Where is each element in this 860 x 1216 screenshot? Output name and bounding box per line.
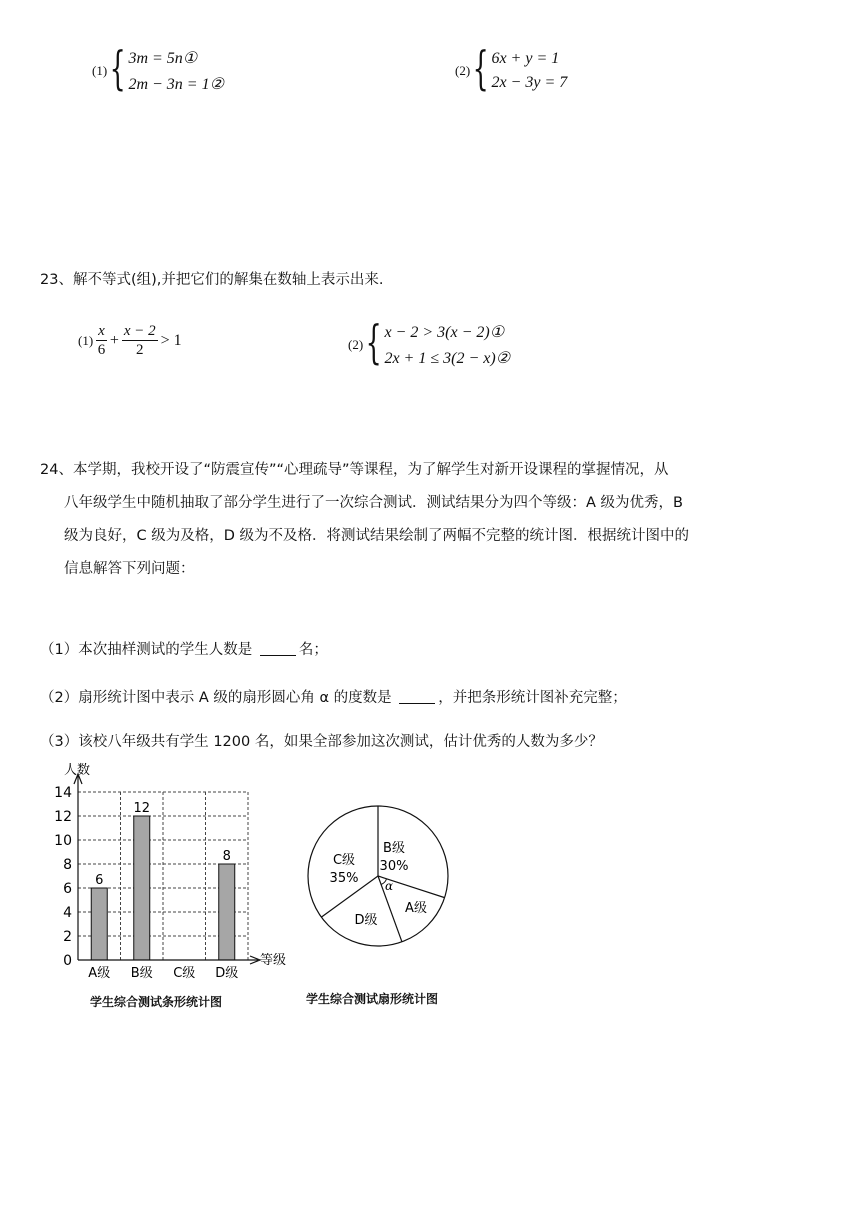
pie-slice-label: B级 xyxy=(383,841,405,856)
bar-chart xyxy=(40,762,340,987)
x-tick-label: B级 xyxy=(130,966,153,981)
inequality-rhs: > 1 xyxy=(160,331,182,349)
q22-part1-eq1: 3m = 5n① xyxy=(128,50,198,67)
q24-question-1 xyxy=(40,638,328,659)
q22-part2-index: (2) xyxy=(455,63,471,78)
pie-chart-title: 学生综合测试扇形统计图 xyxy=(306,992,439,1006)
q23-inequality-1 xyxy=(78,322,182,359)
q22-part2-eq1: 6x + y = 1 xyxy=(491,50,560,67)
pie-slice-label: A级 xyxy=(405,901,427,916)
question-text: （2）扇形统计图中表示 A 级的扇形圆心角 α 的度数是 xyxy=(40,690,397,706)
answer-blank[interactable] xyxy=(399,689,435,704)
pie-slices xyxy=(308,806,448,946)
q22-system-2 xyxy=(455,41,568,95)
x-tick-label: C级 xyxy=(173,966,196,981)
bar-chart-title: 学生综合测试条形统计图 xyxy=(90,995,223,1009)
q24-question-2 xyxy=(40,686,627,707)
bar-A级 xyxy=(91,888,107,960)
q24-intro-line-1: 24、本学期，我校开设了“防震宣传”“心理疏导”等课程，为了解学生对新开设课程的掌握情况，从 xyxy=(40,462,669,478)
question-text: ，并把条形统计图补充完整； xyxy=(438,690,627,706)
q23-prompt: 23、解不等式(组),并把它们的解集在数轴上表示出来. xyxy=(40,272,384,288)
y-tick-label: 12 xyxy=(54,809,72,825)
fraction-denominator: 2 xyxy=(136,342,144,358)
q24-intro-line-3: 级为良好，C 级为及格，D 级为不及格．将测试结果绘制了两幅不完整的统计图．根据统计图中的 xyxy=(64,528,690,544)
y-tick-label: 0 xyxy=(63,953,72,969)
bar-D级 xyxy=(219,864,235,960)
q22-part1-eq2: 2m − 3n = 1② xyxy=(128,76,224,93)
pie-slice-label: C级 xyxy=(332,853,356,868)
q22-system-1 xyxy=(92,41,224,95)
plus-sign: + xyxy=(109,331,119,349)
q23-fraction-1 xyxy=(96,322,107,359)
y-tick-label: 10 xyxy=(54,833,72,849)
question-text: 名； xyxy=(298,642,328,658)
brace-icon: { xyxy=(365,315,382,369)
q22-part1-index: (1) xyxy=(92,63,108,78)
q23-part2-eq1: x − 2 > 3(x − 2)① xyxy=(384,324,505,341)
alpha-label: α xyxy=(385,879,394,893)
q23-part2-index: (2) xyxy=(348,337,364,352)
q23-fraction-2 xyxy=(122,322,158,359)
bar-data-label: 6 xyxy=(95,873,104,888)
question-text: （1）本次抽样测试的学生人数是 xyxy=(40,642,257,658)
answer-blank[interactable] xyxy=(260,641,296,656)
q23-system-2 xyxy=(348,315,511,369)
pie-slice-value: 35% xyxy=(329,871,359,886)
x-tick-label: D级 xyxy=(215,966,239,981)
y-axis-label: 人数 xyxy=(64,763,91,778)
q24-intro-line-2: 八年级学生中随机抽取了部分学生进行了一次综合测试．测试结果分为四个等级：A 级为优秀，B xyxy=(64,495,683,511)
q23-part2-eq2: 2x + 1 ≤ 3(2 − x)② xyxy=(384,350,511,367)
brace-icon: { xyxy=(472,41,489,95)
pie-chart xyxy=(298,800,458,960)
y-tick-label: 2 xyxy=(63,929,72,945)
pie-slice-value: 30% xyxy=(379,859,409,874)
q22-part2-eq2: 2x − 3y = 7 xyxy=(491,74,568,91)
fraction-numerator: x − 2 xyxy=(123,323,156,339)
fraction-numerator: x xyxy=(98,323,105,339)
pie-slice-label: D级 xyxy=(354,913,378,928)
q24-question-3: （3）该校八年级共有学生 1200 名，如果全部参加这次测试，估计优秀的人数为多少？ xyxy=(40,734,603,750)
bar-data-label: 8 xyxy=(222,849,231,864)
x-tick-label: A级 xyxy=(88,966,111,981)
fraction-denominator: 6 xyxy=(97,342,106,358)
bar-data-label: 12 xyxy=(133,801,151,816)
q24-intro xyxy=(40,454,820,586)
bar-B级 xyxy=(134,816,150,960)
q24-intro-line-4: 信息解答下列问题： xyxy=(64,561,195,577)
q23-part1-index: (1) xyxy=(78,332,94,348)
y-tick-label: 4 xyxy=(63,905,72,921)
brace-icon: { xyxy=(109,41,126,95)
y-tick-label: 14 xyxy=(54,785,72,801)
x-axis-label: 等级 xyxy=(260,953,287,968)
y-tick-label: 8 xyxy=(63,857,72,873)
y-tick-label: 6 xyxy=(63,881,72,897)
